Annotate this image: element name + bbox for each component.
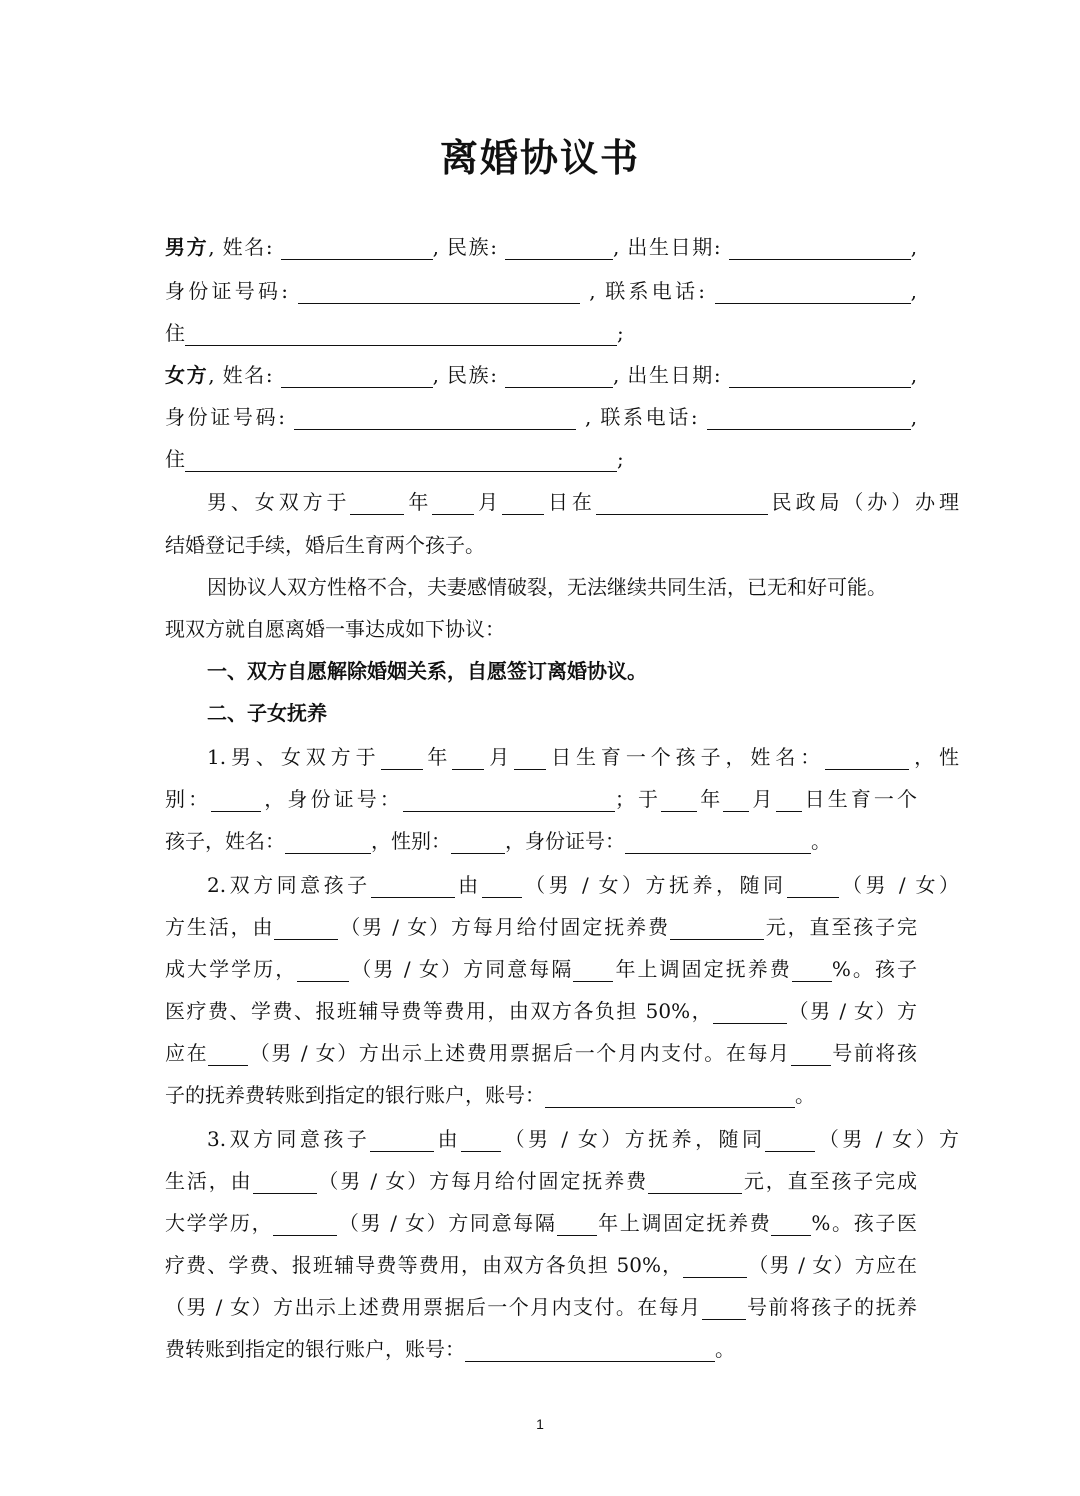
c3-amount-blank[interactable] — [648, 1169, 742, 1194]
male-birthdate-blank[interactable] — [729, 235, 911, 260]
c2-expense-payer-blank[interactable] — [713, 999, 787, 1024]
female-label: 女方 — [165, 363, 209, 387]
marriage-year-blank[interactable] — [350, 490, 404, 515]
child1-birth-month-blank[interactable] — [452, 745, 484, 770]
c2-interval-blank[interactable] — [573, 957, 613, 982]
c2-custody-blank[interactable] — [482, 873, 522, 898]
child1-id-blank[interactable] — [403, 787, 615, 812]
clause-1-line-1: 1.男、女双方于 年 月 日生育一个孩子，姓名： ，性 — [207, 745, 960, 769]
section-1-heading: 一、双方自愿解除婚姻关系，自愿签订离婚协议。 — [207, 659, 647, 683]
child2-id-blank[interactable] — [625, 829, 811, 854]
clause-2-line-4: 医疗费、学费、报班辅导费等费用，由双方各负担 50%， （男 / 女）方 — [165, 999, 918, 1023]
clause-1-line-2: 别： ，身份证号： ；于 年 月 日生育一个 — [165, 787, 918, 811]
female-ethnicity-blank[interactable] — [505, 363, 613, 388]
female-id-line: 身份证号码: , 联系电话: , — [165, 405, 918, 429]
male-id-line: 身份证号码: , 联系电话: , — [165, 279, 918, 303]
child1-gender-blank[interactable] — [211, 787, 261, 812]
clause-2-line-5: 应在 （男 / 女）方出示上述费用票据后一个月内支付。在每月 号前将孩 — [165, 1041, 918, 1065]
c2-live-with-blank[interactable] — [787, 873, 839, 898]
clause-2-line-1: 2.双方同意孩子 由 （男 / 女）方抚养，随同 （男 / 女） — [207, 873, 959, 897]
marriage-bureau-blank[interactable] — [596, 490, 768, 515]
female-birthdate-blank[interactable] — [729, 363, 911, 388]
document-title: 离婚协议书 — [439, 135, 640, 180]
c3-child-blank[interactable] — [370, 1127, 434, 1152]
marriage-line-1: 男、女双方于 年 月 日在 民政局（办）办理 — [207, 490, 960, 514]
clause-2-line-6: 子的抚养费转账到指定的银行账户，账号： 。 — [165, 1083, 815, 1107]
c2-adjust-party-blank[interactable] — [297, 957, 349, 982]
c3-account-blank[interactable] — [465, 1337, 715, 1362]
marriage-day-blank[interactable] — [502, 490, 544, 515]
section-2-heading: 二、子女抚养 — [207, 701, 327, 725]
c3-expense-payer-blank[interactable] — [683, 1253, 747, 1278]
marriage-month-blank[interactable] — [432, 490, 474, 515]
child2-birth-month-blank[interactable] — [723, 787, 749, 812]
clause-3-line-5: （男 / 女）方出示上述费用票据后一个月内支付。在每月 号前将孩子的抚养 — [165, 1295, 918, 1319]
clause-2-line-2: 方生活，由 （男 / 女）方每月给付固定抚养费 元，直至孩子完 — [165, 915, 918, 939]
male-name-blank[interactable] — [281, 235, 433, 260]
male-address-blank[interactable] — [185, 321, 617, 346]
female-info-line: 女方, 姓名: , 民族: , 出生日期: , — [165, 363, 918, 387]
c3-payer-blank[interactable] — [253, 1169, 317, 1194]
male-phone-blank[interactable] — [715, 279, 911, 304]
clause-3-line-4: 疗费、学费、报班辅导费等费用，由双方各负担 50%， （男 / 女）方应在 — [165, 1253, 918, 1277]
reason-line-2: 现双方就自愿离婚一事达成如下协议： — [165, 617, 505, 641]
male-info-line: 男方, 姓名: , 民族: , 出生日期: , — [165, 235, 918, 259]
clause-3-line-6: 费转账到指定的银行账户，账号： 。 — [165, 1337, 735, 1361]
male-ethnicity-blank[interactable] — [505, 235, 613, 260]
c3-interval-blank[interactable] — [557, 1211, 597, 1236]
clause-1-line-3: 孩子，姓名： ，性别： ，身份证号： 。 — [165, 829, 831, 853]
c3-pay-day-blank[interactable] — [702, 1295, 746, 1320]
c2-percent-blank[interactable] — [792, 957, 832, 982]
clause-3-line-2: 生活，由 （男 / 女）方每月给付固定抚养费 元，直至孩子完成 — [165, 1169, 918, 1193]
c3-live-with-blank[interactable] — [765, 1127, 815, 1152]
female-address-blank[interactable] — [185, 447, 617, 472]
female-id-blank[interactable] — [294, 405, 576, 430]
c3-custody-blank[interactable] — [461, 1127, 501, 1152]
male-id-blank[interactable] — [298, 279, 580, 304]
child2-name-blank[interactable] — [285, 829, 371, 854]
c2-pay-day-blank[interactable] — [791, 1041, 831, 1066]
child1-name-blank[interactable] — [825, 745, 909, 770]
c2-child-blank[interactable] — [371, 873, 455, 898]
c3-percent-blank[interactable] — [771, 1211, 811, 1236]
c2-amount-blank[interactable] — [670, 915, 764, 940]
clause-3-line-1: 3.双方同意孩子 由 （男 / 女）方抚养，随同 （男 / 女）方 — [207, 1127, 960, 1151]
child2-birth-year-blank[interactable] — [661, 787, 697, 812]
child2-gender-blank[interactable] — [451, 829, 505, 854]
c3-adjust-party-blank[interactable] — [273, 1211, 337, 1236]
child2-birth-day-blank[interactable] — [776, 787, 802, 812]
female-name-blank[interactable] — [281, 363, 433, 388]
male-address-line: 住 ; — [165, 321, 624, 345]
marriage-line-2: 结婚登记手续，婚后生育两个孩子。 — [165, 533, 485, 557]
clause-3-line-3: 大学学历， （男 / 女）方同意每隔 年上调固定抚养费 %。孩子医 — [165, 1211, 917, 1235]
child1-birth-day-blank[interactable] — [514, 745, 546, 770]
c2-payer-blank[interactable] — [274, 915, 338, 940]
female-address-line: 住 ; — [165, 447, 624, 471]
female-phone-blank[interactable] — [707, 405, 911, 430]
child1-birth-year-blank[interactable] — [381, 745, 423, 770]
clause-2-line-3: 成大学学历， （男 / 女）方同意每隔 年上调固定抚养费 %。孩子 — [165, 957, 918, 981]
c2-receipt-party-blank[interactable] — [208, 1041, 248, 1066]
c2-account-blank[interactable] — [545, 1083, 795, 1108]
male-label: 男方 — [165, 235, 209, 259]
reason-line-1: 因协议人双方性格不合，夫妻感情破裂，无法继续共同生活，已无和好可能。 — [207, 575, 887, 599]
page-number: 1 — [536, 1416, 544, 1432]
